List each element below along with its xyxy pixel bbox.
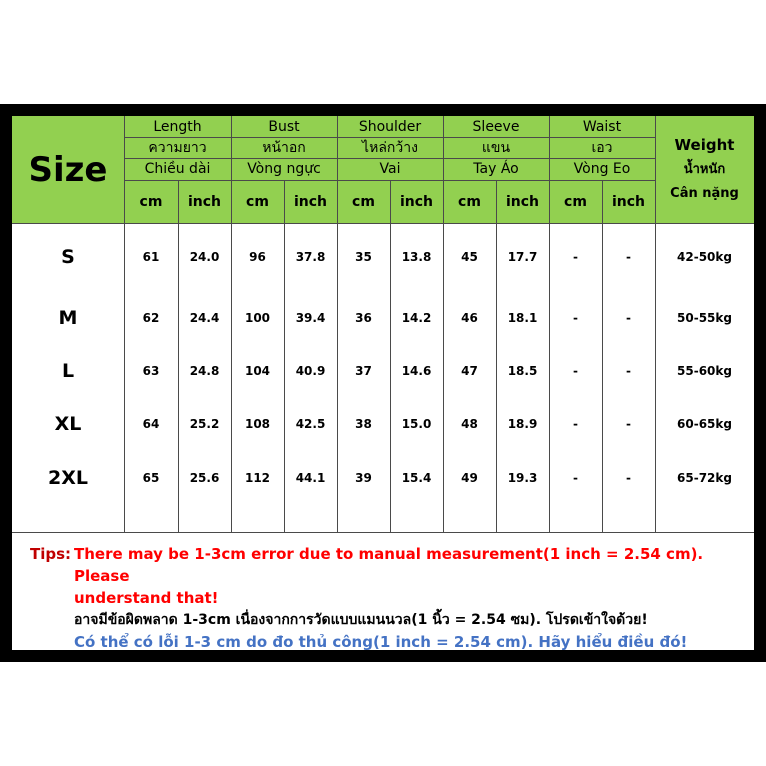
table-cell: 48 xyxy=(461,417,478,431)
tips-thai: อาจมีข้อผิดพลาด 1-3cm เนื่องจากการวัดแบบแมนนวล(1 นิ้ว = 2.54 ซม). โปรดเข้าใจด้วย! xyxy=(74,612,648,628)
table-cell: 39 xyxy=(355,471,372,485)
column-group-shoulder-th: ไหล่กว้าง xyxy=(362,139,418,156)
unit-header: cm xyxy=(352,193,375,210)
column-group-shoulder-en: Shoulder xyxy=(358,118,422,135)
column-group-sleeve-vi: Tay Áo xyxy=(473,161,519,177)
tips-vietnamese: Có thể có lỗi 1-3 cm do đo thủ công(1 inch = 2.54 cm). Hãy hiểu điều đó! xyxy=(74,633,688,651)
table-cell: 62 xyxy=(142,311,160,325)
column-group-waist-en: Waist xyxy=(582,118,622,135)
column-group-length-vi: Chiều dài xyxy=(144,161,211,177)
unit-header: inch xyxy=(187,193,222,210)
table-cell: 40.9 xyxy=(295,364,326,378)
table-cell: 18.1 xyxy=(507,311,538,325)
table-cell: 104 xyxy=(244,364,271,378)
weight-value: 65-72kg xyxy=(677,471,732,485)
column-group-sleeve-th: แขน xyxy=(481,139,511,156)
size-chart-sheet xyxy=(12,116,754,650)
table-cell: - xyxy=(626,417,631,431)
table-cell: 17.7 xyxy=(507,250,538,264)
weight-value: 55-60kg xyxy=(677,364,732,378)
table-cell: 112 xyxy=(244,471,271,485)
table-cell: 25.6 xyxy=(189,471,220,485)
table-cell: 65 xyxy=(142,471,160,485)
table-cell: 47 xyxy=(461,364,478,378)
column-group-waist-vi: Vòng Eo xyxy=(573,161,631,177)
grid-line-h xyxy=(12,532,754,533)
table-cell: - xyxy=(573,364,578,378)
table-cell: 108 xyxy=(244,417,271,431)
table-cell: 18.9 xyxy=(507,417,538,431)
column-group-bust-en: Bust xyxy=(268,118,300,135)
size-chart-frame xyxy=(0,104,766,662)
table-cell: 61 xyxy=(142,250,160,264)
tips-english-line-1: There may be 1-3cm error due to manual measurement(1 inch = 2.54 cm). Please xyxy=(74,545,704,585)
weight-header-en: Weight xyxy=(674,136,735,154)
table-cell: 37.8 xyxy=(295,250,326,264)
unit-header: inch xyxy=(399,193,434,210)
table-cell: 13.8 xyxy=(401,250,432,264)
size-label: M xyxy=(58,307,78,329)
weight-value: 60-65kg xyxy=(677,417,732,431)
weight-value: 42-50kg xyxy=(677,250,732,264)
table-cell: 38 xyxy=(355,417,372,431)
table-cell: 96 xyxy=(249,250,266,264)
tips-english-line-2: understand that! xyxy=(74,589,219,607)
column-group-sleeve-en: Sleeve xyxy=(472,118,520,135)
table-cell: 35 xyxy=(355,250,372,264)
table-cell: - xyxy=(573,311,578,325)
table-cell: 14.6 xyxy=(401,364,432,378)
table-cell: 18.5 xyxy=(507,364,538,378)
size-label: 2XL xyxy=(48,467,88,489)
unit-header: inch xyxy=(293,193,328,210)
table-cell: 24.4 xyxy=(189,311,220,325)
table-cell: 39.4 xyxy=(295,311,326,325)
table-cell: 37 xyxy=(355,364,372,378)
weight-value: 50-55kg xyxy=(677,311,732,325)
tips-label: Tips: xyxy=(30,545,72,563)
size-column-title: Size xyxy=(28,149,108,190)
table-cell: 63 xyxy=(142,364,160,378)
size-label: XL xyxy=(54,413,82,435)
table-cell: 15.4 xyxy=(401,471,432,485)
table-cell: 24.8 xyxy=(189,364,220,378)
table-cell: 14.2 xyxy=(401,311,432,325)
table-cell: - xyxy=(626,471,631,485)
unit-header: cm xyxy=(458,193,481,210)
unit-header: inch xyxy=(505,193,540,210)
table-cell: 64 xyxy=(142,417,160,431)
unit-header: cm xyxy=(246,193,269,210)
column-group-bust-th: หน้าอก xyxy=(262,139,306,156)
table-cell: 25.2 xyxy=(189,417,220,431)
table-cell: 46 xyxy=(461,311,478,325)
tips-section xyxy=(30,543,750,653)
table-cell: - xyxy=(573,417,578,431)
table-cell: - xyxy=(573,250,578,264)
table-cell: - xyxy=(573,471,578,485)
column-group-waist-th: เอว xyxy=(591,139,613,156)
table-cell: 100 xyxy=(244,311,271,325)
table-cell: - xyxy=(626,364,631,378)
size-label: S xyxy=(61,246,75,268)
table-cell: 42.5 xyxy=(295,417,326,431)
column-group-bust-vi: Vòng ngực xyxy=(247,161,321,177)
weight-header-vi: Cân nặng xyxy=(670,185,739,201)
size-label: L xyxy=(61,360,75,382)
unit-header: inch xyxy=(611,193,646,210)
table-cell: 15.0 xyxy=(401,417,432,431)
table-cell: 24.0 xyxy=(189,250,220,264)
table-cell: - xyxy=(626,311,631,325)
table-cell: 45 xyxy=(461,250,478,264)
table-cell: 44.1 xyxy=(295,471,326,485)
unit-header: cm xyxy=(564,193,587,210)
column-group-shoulder-vi: Vai xyxy=(379,161,401,177)
unit-header: cm xyxy=(139,193,163,210)
column-group-length-en: Length xyxy=(153,118,202,135)
grid-line-h xyxy=(12,223,754,224)
column-group-length-th: ความยาว xyxy=(148,139,207,156)
table-cell: - xyxy=(626,250,631,264)
table-cell: 19.3 xyxy=(507,471,538,485)
table-cell: 36 xyxy=(355,311,372,325)
table-cell: 49 xyxy=(461,471,478,485)
weight-header-th: น้ำหนัก xyxy=(683,161,726,177)
